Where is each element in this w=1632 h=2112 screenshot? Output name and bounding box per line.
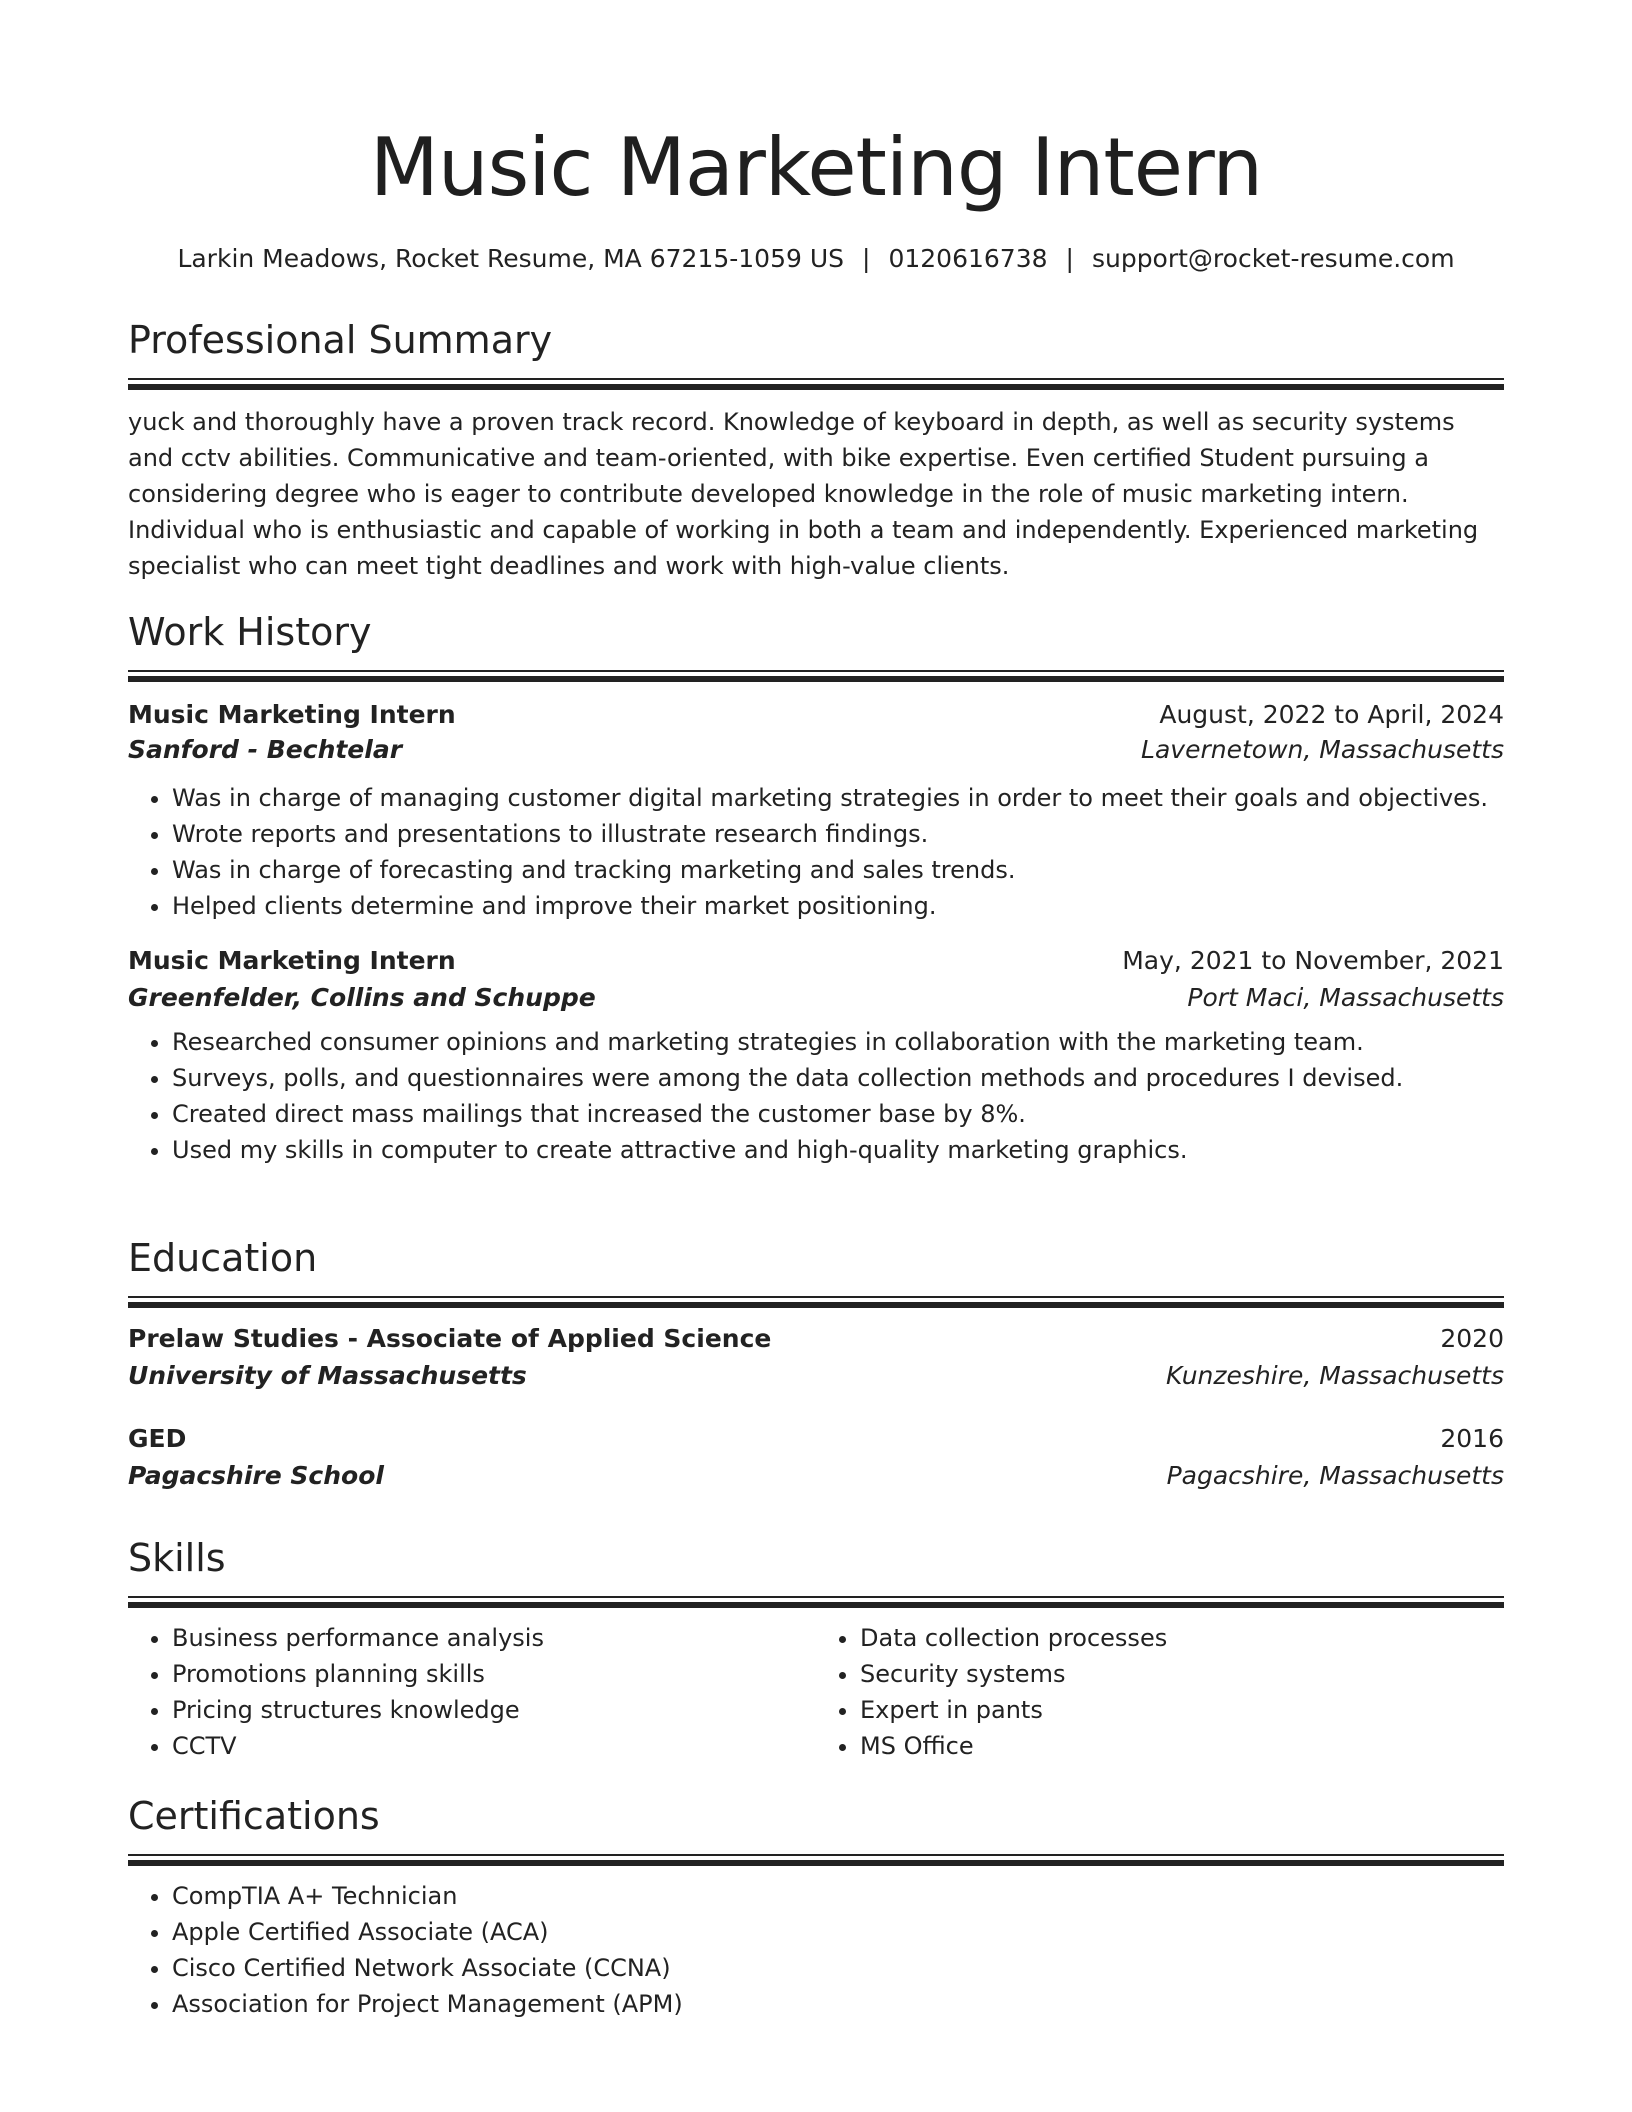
education-degree: Prelaw Studies - Associate of Applied Science — [128, 1323, 772, 1353]
skill-item: • Expert in pants — [860, 1692, 1504, 1728]
job-bullet: • Helped clients determine and improve their market positioning. — [172, 888, 1504, 924]
job-company: Sanford - Bechtelar — [128, 734, 403, 764]
education-degree: GED — [128, 1423, 187, 1453]
certification-item: • Apple Certified Associate (ACA) — [172, 1914, 1504, 1950]
education-year: 2016 — [1440, 1423, 1504, 1453]
contact-address: Larkin Meadows, Rocket Resume, MA 67215-1059 US — [177, 244, 845, 273]
contact-phone: 0120616738 — [888, 244, 1048, 273]
skill-item: • Security systems — [860, 1656, 1504, 1692]
education-location: Kunzeshire, Massachusetts — [1165, 1360, 1504, 1390]
section-divider — [128, 378, 1504, 390]
section-divider — [128, 1596, 1504, 1608]
education-school: University of Massachusetts — [128, 1360, 527, 1390]
education-school-row — [128, 1461, 1504, 1490]
job-bullet: • Used my skills in computer to create attractive and high-quality marketing graphics. — [172, 1132, 1504, 1168]
summary-section — [128, 318, 1504, 584]
skills-columns — [128, 1620, 1504, 1764]
job-bullets — [128, 780, 1504, 924]
job-bullet: • Created direct mass mailings that increased the customer base by 8%. — [172, 1096, 1504, 1132]
education-section — [128, 1236, 1504, 1490]
education-entry — [128, 1424, 1504, 1490]
skills-list-left — [128, 1620, 816, 1764]
job-company: Greenfelder, Collins and Schuppe — [128, 982, 596, 1012]
work-history-section — [128, 610, 1504, 1168]
section-heading-work-history: Work History — [128, 610, 372, 654]
job-dates: May, 2021 to November, 2021 — [1122, 945, 1504, 975]
education-location: Pagacshire, Massachusetts — [1166, 1460, 1504, 1490]
skill-item: • Pricing structures knowledge — [172, 1692, 816, 1728]
job-location: Port Maci, Massachusetts — [1187, 982, 1504, 1012]
job-dates: August, 2022 to April, 2024 — [1159, 699, 1504, 729]
job-bullet: • Researched consumer opinions and marketing strategies in collaboration with the marketing team. — [172, 1024, 1504, 1060]
contact-email[interactable]: support@rocket-resume.com — [1091, 244, 1455, 273]
job-title: Music Marketing Intern — [128, 945, 456, 975]
resume-name: Music Marketing Intern — [369, 121, 1263, 214]
section-divider — [128, 1296, 1504, 1308]
job-entry — [128, 700, 1504, 924]
education-year: 2020 — [1440, 1323, 1504, 1353]
education-school: Pagacshire School — [128, 1460, 384, 1490]
job-entry — [128, 946, 1504, 1168]
contact-line — [128, 244, 1504, 273]
job-bullet: • Was in charge of forecasting and tracking marketing and sales trends. — [172, 852, 1504, 888]
section-heading-summary: Professional Summary — [128, 318, 553, 362]
education-school-row — [128, 1361, 1504, 1390]
section-heading-certifications: Certifications — [128, 1794, 380, 1838]
job-company-row — [128, 735, 1504, 764]
skill-item: • MS Office — [860, 1728, 1504, 1764]
job-bullets — [128, 1024, 1504, 1168]
skill-item: • Promotions planning skills — [172, 1656, 816, 1692]
education-header-row — [128, 1424, 1504, 1453]
certifications-list — [128, 1878, 1504, 2022]
section-divider — [128, 670, 1504, 682]
section-heading-skills: Skills — [128, 1536, 226, 1580]
job-bullet: • Surveys, polls, and questionnaires were among the data collection methods and procedures I devised. — [172, 1060, 1504, 1096]
certifications-section — [128, 1794, 1504, 2022]
certification-item: • CompTIA A+ Technician — [172, 1878, 1504, 1914]
job-header-row — [128, 700, 1504, 729]
job-header-row — [128, 946, 1504, 975]
contact-separator: | — [1065, 244, 1074, 273]
job-company-row — [128, 983, 1504, 1012]
summary-text: yuck and thoroughly have a proven track record. Knowledge of keyboard in depth, as well as security systems and cctv abilities. Communicative and team-oriented, with bike expertise. Even certified Student pursuing a considering degree who is eager to contribute developed knowledge in the role of music marketing intern. Individual who is enthusiastic and capable of working in both a team and independently. Experienced marketing specialist who can meet tight deadlines and work with high-value clients. — [128, 407, 1479, 580]
job-title: Music Marketing Intern — [128, 699, 456, 729]
education-entry — [128, 1324, 1504, 1390]
contact-separator: | — [862, 244, 871, 273]
certification-item: • Association for Project Management (APM) — [172, 1986, 1504, 2022]
job-bullet: • Was in charge of managing customer digital marketing strategies in order to meet their goals and objectives. — [172, 780, 1504, 816]
certification-item: • Cisco Certified Network Associate (CCNA) — [172, 1950, 1504, 1986]
education-header-row — [128, 1324, 1504, 1353]
skills-list-right — [816, 1620, 1504, 1764]
skill-item: • CCTV — [172, 1728, 816, 1764]
section-divider — [128, 1854, 1504, 1866]
job-bullet: • Wrote reports and presentations to illustrate research findings. — [172, 816, 1504, 852]
skill-item: • Business performance analysis — [172, 1620, 816, 1656]
section-heading-education: Education — [128, 1236, 318, 1280]
skill-item: • Data collection processes — [860, 1620, 1504, 1656]
job-location: Lavernetown, Massachusetts — [1141, 734, 1504, 764]
skills-section — [128, 1536, 1504, 1764]
